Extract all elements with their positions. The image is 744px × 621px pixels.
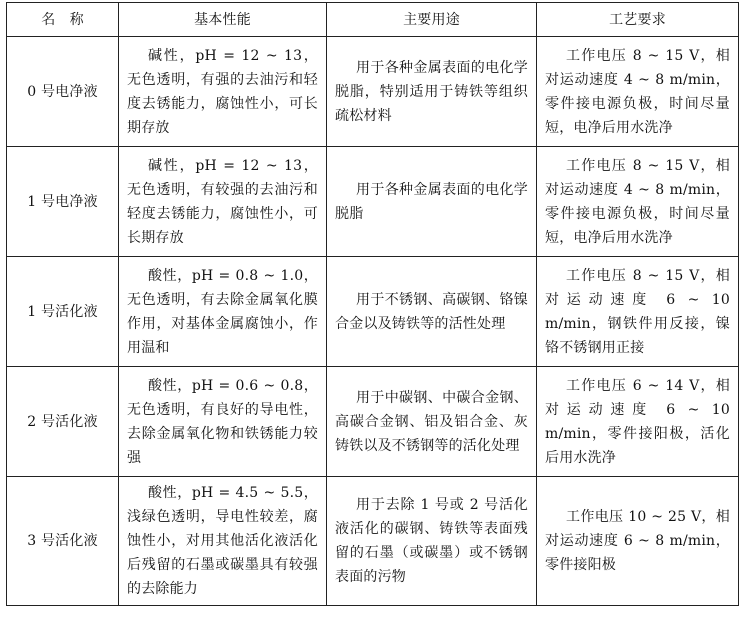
header-usage: 主要用途: [327, 3, 537, 37]
usage-text: 用于各种金属表面的电化学脱脂，特别适用于铸铁等组织疏松材料: [335, 59, 528, 124]
row-name-cell: 1 号活化液: [7, 257, 119, 367]
performance-text: 碱性，pH = 12 ~ 13，无色透明，有较强的去油污和轻度去锈能力，腐蚀性小，可长期存放: [127, 157, 318, 246]
row-name-cell: 1 号电净液: [7, 147, 119, 257]
row-name-cell: 3 号活化液: [7, 477, 119, 606]
performance-text: 碱性，pH = 12 ~ 13，无色透明，有强的去油污和轻度去锈能力，腐蚀性小，可长期存放: [127, 47, 318, 136]
performance-text: 酸性，pH = 0.6 ~ 0.8，无色透明，有良好的导电性，去除金属氧化物和铁锈能力较强: [127, 377, 318, 466]
row-performance-cell: [119, 257, 327, 367]
usage-text: 用于各种金属表面的电化学脱脂: [335, 181, 528, 222]
usage-text: 用于不锈钢、高碳钢、铬镍合金以及铸铁等的活性处理: [335, 291, 528, 332]
table-header-row: [7, 3, 739, 37]
header-name: 名 称: [7, 3, 119, 37]
row-performance-cell: [119, 37, 327, 147]
row-process-cell: [537, 257, 739, 367]
table-row: [7, 37, 739, 147]
row-process-cell: [537, 477, 739, 606]
header-performance: 基本性能: [119, 3, 327, 37]
row-performance-cell: [119, 477, 327, 606]
process-text: 工作电压 8 ~ 15 V，相对运动速度 6 ~ 10 m/min，钢铁件用反接，镍铬不锈钢用正接: [545, 267, 730, 356]
table-row: [7, 257, 739, 367]
usage-text: 用于中碳钢、中碳合金钢、高碳合金钢、铝及铝合金、灰铸铁以及不锈钢等的活化处理: [335, 389, 528, 454]
row-usage-cell: [327, 367, 537, 477]
row-process-cell: [537, 37, 739, 147]
row-performance-cell: [119, 367, 327, 477]
table-row: [7, 367, 739, 477]
row-usage-cell: [327, 257, 537, 367]
performance-text: 酸性，pH = 0.8 ~ 1.0，无色透明，有去除金属氧化膜作用，对基体金属腐蚀小，作用温和: [127, 267, 318, 356]
row-usage-cell: [327, 147, 537, 257]
row-process-cell: [537, 147, 739, 257]
row-name-cell: 0 号电净液: [7, 37, 119, 147]
performance-text: 酸性，pH = 4.5 ~ 5.5，浅绿色透明，导电性较差，腐蚀性小，对用其他活化液活化后残留的石墨或碳墨具有较强的去除能力: [127, 485, 318, 597]
row-name-cell: 2 号活化液: [7, 367, 119, 477]
process-text: 工作电压 8 ~ 15 V，相对运动速度 4 ~ 8 m/min，零件接电源负极，时间尽量短，电净后用水洗净: [545, 47, 730, 136]
electrolyte-spec-table: [6, 2, 739, 606]
process-text: 工作电压 8 ~ 15 V，相对运动速度 4 ~ 8 m/min，零件接电源负极，时间尽量短，电净后用水洗净: [545, 157, 730, 246]
row-process-cell: [537, 367, 739, 477]
header-process: 工艺要求: [537, 3, 739, 37]
process-text: 工作电压 10 ~ 25 V，相对运动速度 6 ~ 8 m/min，零件接阳极: [545, 509, 730, 573]
row-usage-cell: [327, 37, 537, 147]
row-performance-cell: [119, 147, 327, 257]
row-usage-cell: [327, 477, 537, 606]
table-row: [7, 147, 739, 257]
table-row: [7, 477, 739, 606]
usage-text: 用于去除 1 号或 2 号活化液活化的碳钢、铸铁等表面残留的石墨（或碳墨）或不锈钢表面的污物: [335, 497, 528, 585]
process-text: 工作电压 6 ~ 14 V，相对运动速度 6 ~ 10 m/min，零件接阳极，活化后用水洗净: [545, 377, 730, 466]
